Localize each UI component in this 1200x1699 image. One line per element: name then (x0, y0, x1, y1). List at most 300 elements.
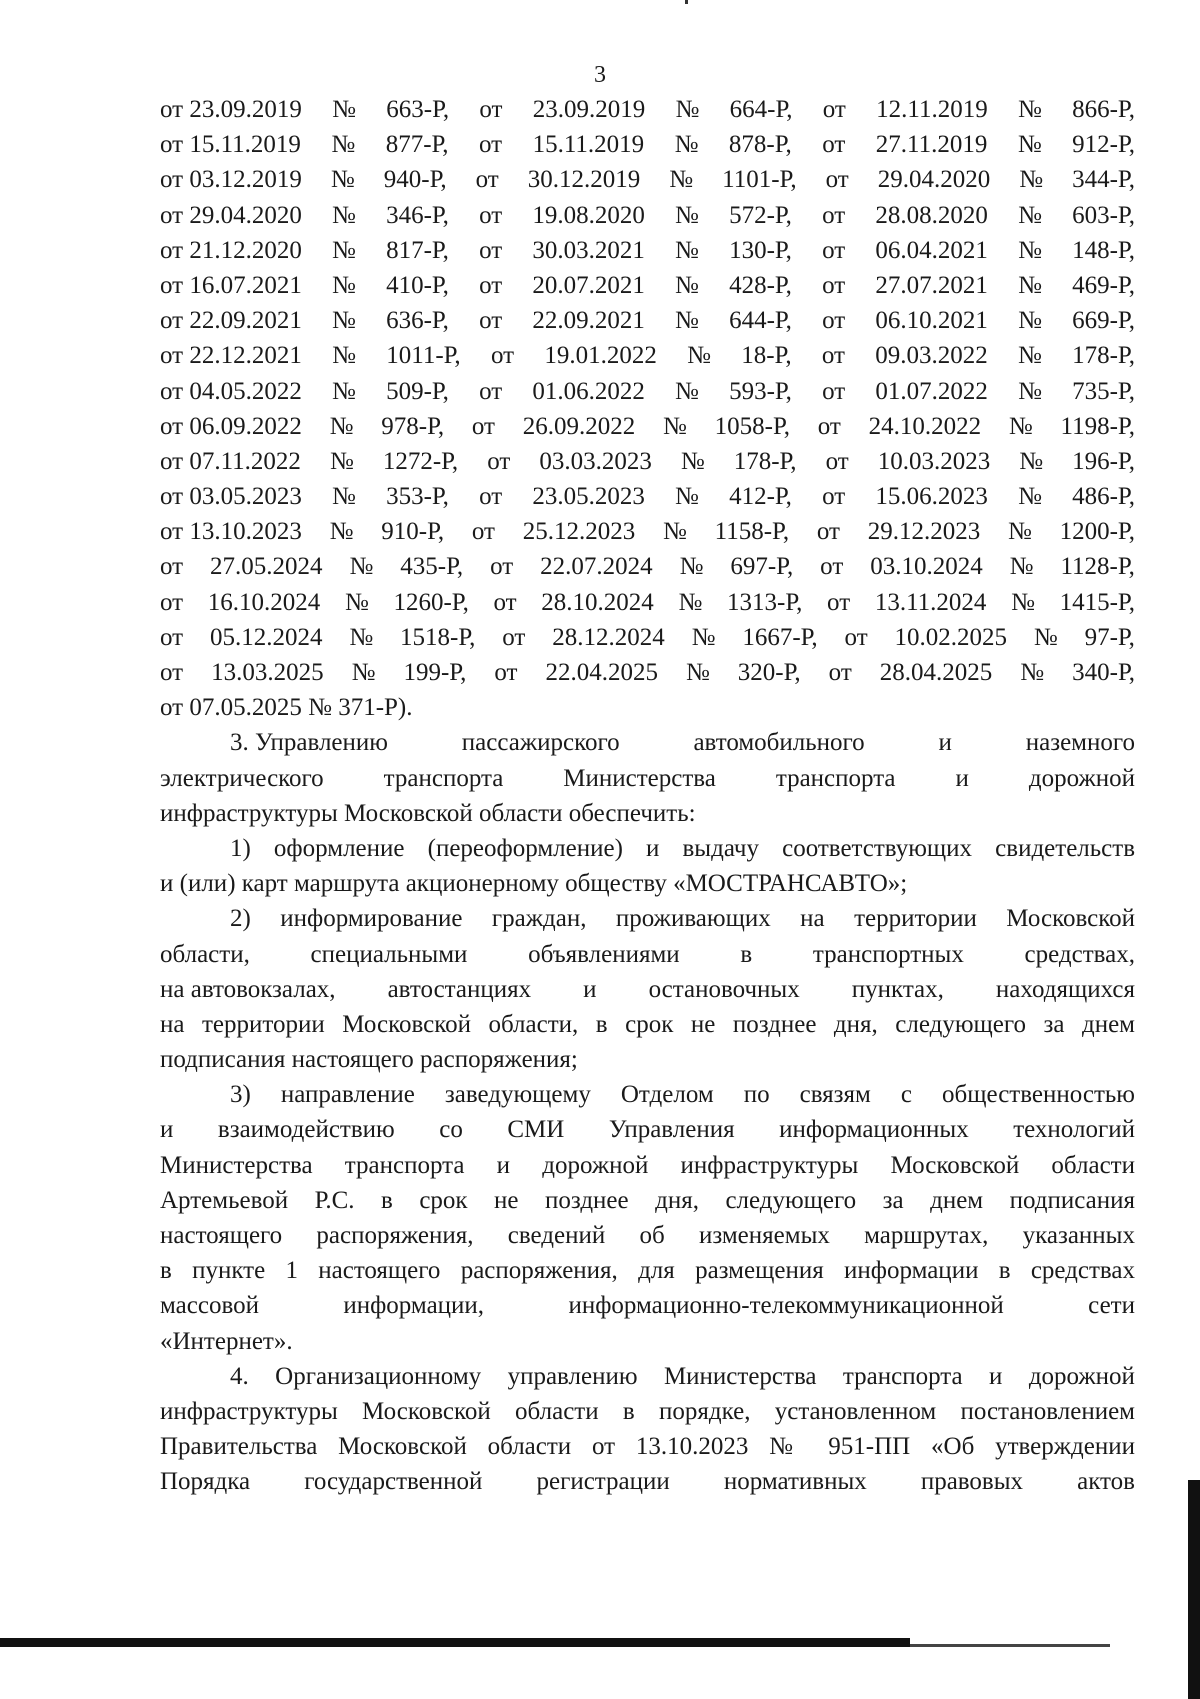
word: дорожной (1028, 1362, 1135, 1390)
word: № (330, 166, 355, 194)
word: от (827, 588, 851, 616)
item-3-line (160, 1148, 1135, 1183)
word: № (329, 412, 354, 440)
word: от 16.07.2021 (160, 271, 302, 299)
word: об (639, 1222, 665, 1249)
section-4-line (160, 1464, 1135, 1499)
word: 878-Р, (728, 131, 792, 159)
item-2-first-line (160, 901, 1135, 936)
word: № (1017, 342, 1042, 370)
word: от 04.05.2022 (160, 377, 302, 405)
word: от (479, 236, 503, 264)
word: Артемьевой (160, 1186, 289, 1214)
word: № (1018, 271, 1042, 299)
word: 735-Р, (1072, 377, 1135, 405)
word: 06.04.2021 (875, 236, 988, 264)
word: СМИ (507, 1116, 565, 1144)
word: маршрутах, (864, 1222, 989, 1249)
word: № (1019, 447, 1044, 475)
word: от (822, 377, 846, 405)
word: № (329, 518, 354, 546)
order-references-line (160, 338, 1135, 373)
word: 1260-Р, (393, 588, 469, 616)
item-2-line: на территории Московской области, в срок не позднее дня, следующего за днем (160, 1010, 1135, 1038)
word: с (900, 1081, 912, 1109)
word: № (349, 553, 374, 581)
word: 28.12.2024 (552, 623, 665, 651)
word: от (825, 166, 849, 194)
word: 669-Р, (1072, 307, 1135, 335)
word: № (1018, 236, 1042, 264)
paragraph-item-2 (160, 901, 1135, 1042)
word: от (490, 342, 515, 370)
order-references-line (160, 514, 1135, 549)
word: от (490, 553, 514, 581)
word: № (1008, 412, 1033, 440)
word: 28.04.2025 (879, 659, 993, 686)
word: 636-Р, (386, 307, 449, 335)
word: связям (799, 1081, 871, 1109)
word: 1158-Р, (714, 518, 790, 546)
word: № (332, 201, 356, 229)
word: 3. Управлению (230, 729, 388, 757)
word: от (822, 131, 846, 159)
word: 412-Р, (729, 483, 792, 511)
word: № (675, 377, 699, 405)
word: 01.07.2022 (875, 377, 988, 405)
word: 23.09.2019 (532, 96, 646, 123)
word: массовой (160, 1292, 259, 1320)
order-references-line (160, 233, 1135, 268)
order-references-line (160, 409, 1135, 444)
word: автостанциях (387, 975, 532, 1003)
item-1-first-line: 1) оформление (переоформление) и выдачу соответствующих свидетельств (230, 834, 1135, 862)
word: изменяемых (698, 1222, 830, 1249)
word: 130-Р, (729, 236, 792, 264)
word: общественностью (942, 1081, 1135, 1109)
word: № (1017, 96, 1042, 123)
word: 25.12.2023 (522, 518, 636, 546)
item-3-line (160, 1183, 1135, 1218)
word: № (332, 271, 356, 299)
word: № (685, 659, 710, 686)
word: № (1018, 201, 1042, 229)
word: подписания (1009, 1186, 1135, 1214)
word: 469-Р, (1072, 271, 1135, 299)
word: № (1018, 377, 1042, 405)
word: 18-Р, (741, 342, 792, 370)
order-references-line (160, 92, 1135, 127)
word: № (674, 131, 699, 159)
order-references-line (160, 162, 1135, 197)
word: информационных (779, 1116, 969, 1144)
word: 866-Р, (1072, 96, 1135, 123)
word: средствах, (1024, 940, 1135, 968)
word: от (479, 201, 503, 229)
word: в (381, 1186, 393, 1214)
word: 97-Р, (1084, 623, 1135, 651)
word: 10.02.2025 (894, 623, 1007, 651)
item-2-line (160, 972, 1135, 1007)
word: на автовокзалах, (160, 975, 336, 1003)
word: указанных (1022, 1222, 1135, 1249)
word: области, (160, 940, 250, 968)
word: 353-Р, (386, 483, 449, 511)
word: пассажирского (461, 729, 620, 757)
word: нормативных (723, 1468, 867, 1496)
word: 3) (230, 1081, 251, 1109)
word: 320-Р, (737, 659, 801, 686)
word: № (1017, 131, 1042, 159)
word: от (479, 271, 503, 299)
word: 978-Р, (381, 412, 445, 440)
word: от (822, 236, 846, 264)
word: 09.03.2022 (875, 342, 988, 370)
word: 1313-Р, (727, 588, 803, 616)
item-3-line (160, 1218, 1135, 1253)
word: 19.08.2020 (532, 201, 645, 229)
word: № (1018, 483, 1042, 511)
word: 199-Р, (403, 659, 467, 686)
word: от (494, 659, 518, 686)
word: 410-Р, (386, 271, 449, 299)
word: Московской (1006, 905, 1135, 933)
word: от (822, 201, 846, 229)
word: № (1018, 307, 1042, 335)
word: 910-Р, (381, 518, 445, 546)
word: 27.07.2021 (875, 271, 988, 299)
word: № (675, 483, 699, 511)
word: 23.05.2023 (532, 483, 645, 511)
word: Министерства (160, 1151, 313, 1179)
word: 28.08.2020 (875, 201, 988, 229)
word: направление (280, 1081, 415, 1109)
word: от 29.04.2020 (160, 201, 302, 229)
word: заведующему (444, 1081, 591, 1109)
scan-artifact (685, 0, 688, 4)
word: от (479, 131, 503, 159)
section-4-line: инфраструктуры Московской области в порядке, установленном постановлением (160, 1397, 1135, 1425)
word: 24.10.2022 (868, 412, 982, 440)
word: 30.03.2021 (532, 236, 645, 264)
word: 428-Р, (729, 271, 792, 299)
word: от (493, 588, 517, 616)
word: 27.05.2024 (210, 553, 323, 581)
word: от (820, 553, 844, 581)
word: 12.11.2019 (876, 96, 988, 123)
word: граждан, (491, 905, 587, 933)
word: № (1020, 659, 1045, 686)
item-3-first-line (160, 1077, 1135, 1112)
word: Р.С. (314, 1186, 355, 1214)
section-4-first-line (160, 1359, 1135, 1394)
word: государственной (304, 1468, 483, 1496)
item-1-last-line: и (или) карт маршрута акционерному обществу «МОСТРАНСАВТО»; (160, 870, 908, 898)
word: информации, (343, 1292, 485, 1320)
word: Управления (608, 1116, 735, 1144)
word: и (955, 764, 969, 792)
word: 13.03.2025 (211, 659, 324, 686)
word: актов (1077, 1468, 1135, 1496)
paragraph-section-4 (160, 1359, 1135, 1500)
word: от (479, 96, 503, 123)
item-2-line (160, 937, 1135, 972)
word: от 13.10.2023 (160, 518, 302, 546)
page-number: 3 (594, 62, 606, 88)
word: 644-Р, (729, 307, 792, 335)
word: дорожной (1028, 764, 1135, 792)
order-references-line (160, 444, 1135, 479)
scan-right-edge (1188, 1480, 1200, 1699)
word: в (740, 940, 753, 968)
word: по (743, 1081, 770, 1109)
item-3-line (160, 1288, 1135, 1323)
section-4-line: Правительства Московской области от 13.10.2023 № 951-ПП «Об утверждении (160, 1433, 1135, 1461)
order-references-line (160, 620, 1135, 655)
word: № (332, 377, 356, 405)
word: специальными (310, 940, 468, 968)
word: № (1011, 588, 1035, 616)
word: наземного (1025, 729, 1135, 757)
word: 29.04.2020 (877, 166, 991, 194)
word: дорожной (542, 1151, 649, 1179)
word: 26.09.2022 (522, 412, 636, 440)
section-3-line (160, 725, 1135, 760)
order-references-line (160, 303, 1135, 338)
word: от (479, 377, 503, 405)
word: 1272-Р, (382, 447, 459, 475)
word: сети (1088, 1292, 1135, 1320)
word: области (1051, 1151, 1135, 1179)
word: автомобильного (693, 729, 865, 757)
word: 10.03.2023 (877, 447, 991, 475)
word: № (678, 588, 703, 616)
word: от (844, 623, 868, 651)
word: Организационному (275, 1362, 482, 1390)
word: со (439, 1116, 463, 1144)
word: 509-Р, (386, 377, 449, 405)
word: за (882, 1186, 904, 1214)
word: находящихся (995, 975, 1135, 1003)
word: и (989, 1362, 1003, 1390)
word: не (494, 1186, 519, 1214)
word: 05.12.2024 (209, 623, 323, 651)
word: 30.12.2019 (527, 166, 641, 194)
word: № (344, 588, 369, 616)
document-body (160, 92, 1135, 1500)
word: информационно-телекоммуникационной (568, 1292, 1004, 1320)
scan-bottom-edge-tail (910, 1644, 1110, 1647)
word: от (487, 447, 511, 475)
word: № (680, 447, 705, 475)
order-references-last-line: от 07.05.2025 № 371-Р). (160, 694, 413, 722)
word: объявлениями (528, 940, 680, 968)
word: 196-Р, (1072, 447, 1135, 475)
word: транспорта (344, 1151, 465, 1179)
paragraph-item-3 (160, 1077, 1135, 1323)
word: № (332, 96, 356, 123)
word: 697-Р, (730, 553, 794, 581)
word: № (663, 518, 687, 546)
word: 01.06.2022 (532, 377, 645, 405)
word: пунктах, (851, 975, 944, 1003)
word: Порядка (160, 1468, 251, 1496)
word: № (669, 166, 694, 194)
word: днем (930, 1186, 984, 1214)
word: правовых (920, 1468, 1024, 1496)
word: от (825, 447, 849, 475)
word: 486-Р, (1072, 483, 1135, 511)
word: 178-Р, (1072, 342, 1135, 370)
scan-bottom-edge (0, 1638, 910, 1647)
word: от (821, 342, 845, 370)
paragraph-section-3 (160, 725, 1135, 795)
word: и (938, 729, 952, 757)
word: 663-Р, (386, 96, 450, 123)
word: 29.12.2023 (867, 518, 981, 546)
word: от (160, 553, 184, 581)
item-3-last-line: «Интернет». (160, 1327, 293, 1355)
word: 22.07.2024 (540, 553, 653, 581)
word: и (496, 1151, 511, 1179)
word: от (822, 271, 846, 299)
word: от 22.09.2021 (160, 307, 302, 335)
word: от 23.09.2019 (160, 96, 302, 123)
word: № (351, 659, 376, 686)
word: 1011-Р, (386, 342, 461, 370)
word: 03.03.2023 (539, 447, 652, 475)
word: от (160, 659, 184, 686)
word: 27.11.2019 (875, 131, 988, 159)
word: настоящего (160, 1222, 283, 1249)
word: 1415-Р, (1059, 588, 1135, 616)
word: технологий (1013, 1116, 1135, 1144)
word: 22.04.2025 (545, 659, 658, 686)
word: от (828, 659, 852, 686)
word: № (691, 623, 716, 651)
item-2-last-line: подписания настоящего распоряжения; (160, 1046, 578, 1074)
word: № (349, 623, 374, 651)
order-references-line (160, 585, 1135, 620)
word: № (675, 271, 699, 299)
word: от (471, 518, 495, 546)
order-references-line (160, 549, 1135, 584)
word: электрического (160, 764, 324, 792)
word: 03.10.2024 (870, 553, 983, 581)
word: регистрации (536, 1468, 670, 1496)
word: № (687, 342, 711, 370)
word: от (817, 412, 841, 440)
word: проживающих (615, 905, 771, 933)
item-3-line: в пункте 1 настоящего распоряжения, для размещения информации в средствах (160, 1257, 1135, 1285)
word: Министерства (663, 1362, 817, 1390)
word: № (332, 483, 356, 511)
word: 1198-Р, (1060, 412, 1135, 440)
order-references-line (160, 268, 1135, 303)
word: срок (419, 1186, 468, 1214)
word: № (675, 96, 700, 123)
word: от (479, 483, 503, 511)
order-references-list (160, 92, 1135, 690)
word: 1101-Р, (722, 166, 797, 194)
word: 603-Р, (1072, 201, 1135, 229)
word: 435-Р, (400, 553, 464, 581)
word: транспортных (812, 940, 964, 968)
word: № (675, 201, 699, 229)
word: от 15.11.2019 (160, 131, 301, 159)
word: 15.11.2019 (532, 131, 645, 159)
word: от (822, 483, 846, 511)
word: № (331, 131, 356, 159)
word: 4. (230, 1362, 249, 1390)
word: от 07.11.2022 (160, 447, 301, 475)
word: от 03.12.2019 (160, 166, 302, 194)
section-3-line (160, 761, 1135, 796)
word: 1518-Р, (400, 623, 476, 651)
word: 593-Р, (729, 377, 792, 405)
order-references-line (160, 479, 1135, 514)
word: 817-Р, (386, 236, 449, 264)
word: взаимодействию (217, 1116, 395, 1144)
word: от 21.12.2020 (160, 236, 302, 264)
word: 15.06.2023 (875, 483, 988, 511)
word: распоряжения, (316, 1222, 474, 1249)
order-references-line (160, 198, 1135, 233)
word: 344-Р, (1072, 166, 1135, 194)
word: от (471, 412, 495, 440)
word: транспорта (842, 1362, 963, 1390)
word: от (475, 166, 499, 194)
word: № (329, 447, 354, 475)
word: от (502, 623, 526, 651)
word: № (1033, 623, 1058, 651)
word: от 22.12.2021 (160, 342, 302, 370)
word: от (160, 623, 184, 651)
word: дня, (655, 1186, 699, 1214)
word: 20.07.2021 (532, 271, 645, 299)
order-references-line (160, 374, 1135, 409)
word: от (822, 307, 846, 335)
word: сведений (507, 1222, 606, 1249)
word: от 06.09.2022 (160, 412, 302, 440)
word: территории (854, 905, 977, 933)
order-references-line (160, 655, 1135, 690)
word: от (822, 96, 846, 123)
word: 572-Р, (729, 201, 792, 229)
word: остановочных (648, 975, 800, 1003)
word: № (663, 412, 687, 440)
word: и (583, 975, 597, 1003)
word: 940-Р, (383, 166, 447, 194)
word: № (679, 553, 704, 581)
word: Министерства (563, 764, 716, 792)
word: позднее (545, 1186, 629, 1214)
word: 877-Р, (385, 131, 449, 159)
word: 912-Р, (1072, 131, 1135, 159)
word: 1667-Р, (742, 623, 818, 651)
word: 664-Р, (729, 96, 793, 123)
word: 1128-Р, (1060, 553, 1135, 581)
word: № (1007, 518, 1032, 546)
word: транспорта (383, 764, 504, 792)
word: № (332, 342, 356, 370)
word: от (816, 518, 840, 546)
word: 346-Р, (386, 201, 449, 229)
word: Отделом (620, 1081, 714, 1109)
word: 16.10.2024 (207, 588, 321, 616)
word: от (160, 588, 184, 616)
word: инфраструктуры (680, 1151, 859, 1179)
